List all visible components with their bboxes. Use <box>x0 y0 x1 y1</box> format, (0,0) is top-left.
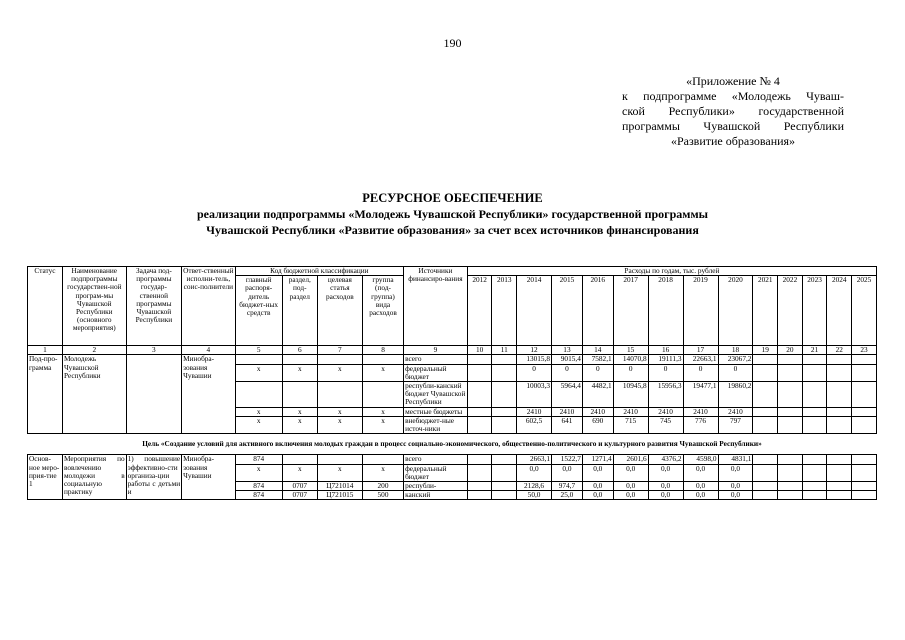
cell-value: 715 <box>613 416 648 433</box>
cell-empty <box>802 407 827 416</box>
col-number: 6 <box>282 346 317 355</box>
cell-value: 0 <box>683 364 718 381</box>
header-target: целевая статья расходов <box>317 276 362 346</box>
cell-empty <box>753 491 778 500</box>
resource-table <box>27 266 877 500</box>
cell-empty <box>852 407 877 416</box>
header-year: 2013 <box>492 276 517 346</box>
col-number: 18 <box>718 346 753 355</box>
cell-value: 2410 <box>718 407 753 416</box>
title-line-1: РЕСУРСНОЕ ОБЕСПЕЧЕНИЕ <box>362 191 543 205</box>
cell-target: x <box>317 364 362 381</box>
cell-empty <box>753 482 778 491</box>
cell-value: 0,0 <box>517 464 552 481</box>
cell-value <box>467 355 492 364</box>
cell-empty <box>827 416 852 433</box>
cell-value <box>467 464 492 481</box>
subprogram-status: Под-про-грамма <box>28 355 63 434</box>
cell-empty <box>778 491 803 500</box>
cell-empty <box>852 355 877 364</box>
cell-value <box>467 482 492 491</box>
cell-value <box>467 491 492 500</box>
cell-value: 745 <box>648 416 683 433</box>
cell-value: 5964,4 <box>552 382 583 408</box>
cell-value: 19477,1 <box>683 382 718 408</box>
col-number: 20 <box>778 346 803 355</box>
header-year: 2025 <box>852 276 877 346</box>
header-year: 2016 <box>582 276 613 346</box>
cell-value: 19860,2 <box>718 382 753 408</box>
cell-value: 4376,2 <box>648 455 683 464</box>
cell-value: 0,0 <box>582 464 613 481</box>
header-year: 2021 <box>753 276 778 346</box>
cell-empty <box>753 464 778 481</box>
cell-empty <box>778 407 803 416</box>
table-row <box>28 455 877 464</box>
col-number: 4 <box>182 346 235 355</box>
appendix-line-5: «Развитие образования» <box>670 134 796 148</box>
col-number: 7 <box>317 346 362 355</box>
cell-empty <box>778 455 803 464</box>
table-row <box>28 355 877 364</box>
cell-value <box>492 364 517 381</box>
cell-source: всего <box>404 355 468 364</box>
cell-empty <box>802 482 827 491</box>
cell-value: 0 <box>552 364 583 381</box>
cell-value: 2410 <box>517 407 552 416</box>
cell-empty <box>753 455 778 464</box>
cell-empty <box>852 491 877 500</box>
cell-group: x <box>362 407 403 416</box>
cell-grbs: 874 <box>235 491 282 500</box>
col-number: 19 <box>753 346 778 355</box>
appendix-note <box>622 74 844 149</box>
header-row-1 <box>28 267 877 276</box>
cell-empty <box>778 355 803 364</box>
cell-value: 15956,3 <box>648 382 683 408</box>
cell-source: местные бюджеты <box>404 407 468 416</box>
cell-value <box>492 416 517 433</box>
cell-value <box>492 455 517 464</box>
cell-empty <box>753 364 778 381</box>
subprogram-name: Молодежь Чувашской Республики <box>62 355 126 434</box>
cell-value: 0,0 <box>613 482 648 491</box>
measure-name: Мероприятия по вовлечению молодежи в социальную практику <box>62 455 126 500</box>
cell-target <box>317 382 362 408</box>
cell-target: Ц721015 <box>317 491 362 500</box>
cell-value: 9015,4 <box>552 355 583 364</box>
header-budget-code: Код бюджетной классификации <box>235 267 404 276</box>
cell-value: 2601,6 <box>613 455 648 464</box>
cell-value <box>492 482 517 491</box>
cell-empty <box>852 482 877 491</box>
cell-empty <box>802 355 827 364</box>
cell-empty <box>753 407 778 416</box>
cell-value: 14070,8 <box>613 355 648 364</box>
col-number: 16 <box>648 346 683 355</box>
col-number: 10 <box>467 346 492 355</box>
cell-empty <box>852 364 877 381</box>
cell-group <box>362 382 403 408</box>
col-number: 5 <box>235 346 282 355</box>
page-number: 190 <box>443 36 462 50</box>
header-year: 2023 <box>802 276 827 346</box>
cell-section <box>282 455 317 464</box>
cell-source: федеральный бюджет <box>404 464 468 481</box>
measure-executor: Минобра-зования Чувашии <box>182 455 235 500</box>
col-number: 11 <box>492 346 517 355</box>
cell-empty <box>802 416 827 433</box>
cell-section: x <box>282 407 317 416</box>
cell-value: 25,0 <box>552 491 583 500</box>
cell-section: 0707 <box>282 491 317 500</box>
header-year: 2017 <box>613 276 648 346</box>
cell-value: 0 <box>613 364 648 381</box>
cell-value: 22663,1 <box>683 355 718 364</box>
cell-source: республи- <box>404 482 468 491</box>
cell-value: 0,0 <box>648 464 683 481</box>
measure-task: 1) повышение эффективно-сти организа-ции работы с детьми и <box>126 455 181 500</box>
cell-value: 0,0 <box>648 491 683 500</box>
cell-grbs <box>235 355 282 364</box>
cell-value: 2410 <box>648 407 683 416</box>
cell-empty <box>827 364 852 381</box>
document-title <box>60 190 845 238</box>
cell-value: 2128,6 <box>517 482 552 491</box>
cell-target <box>317 355 362 364</box>
cell-source: федеральный бюджет <box>404 364 468 381</box>
cell-section <box>282 355 317 364</box>
cell-value <box>492 407 517 416</box>
cell-value: 13015,8 <box>517 355 552 364</box>
cell-group: 200 <box>362 482 403 491</box>
cell-value <box>492 355 517 364</box>
header-year: 2015 <box>552 276 583 346</box>
cell-value: 0,0 <box>613 491 648 500</box>
appendix-line-4: программы Чувашской Республики <box>622 119 844 133</box>
header-grbs: главный распоря-дитель бюджет-ных средств <box>235 276 282 346</box>
cell-target: x <box>317 407 362 416</box>
cell-value <box>492 382 517 408</box>
header-name: Наименование подпрограммы государствен-ной програм-мы Чувашской Республики (основного мероприятия) <box>62 267 126 346</box>
cell-target: x <box>317 464 362 481</box>
cell-empty <box>753 416 778 433</box>
header-year: 2018 <box>648 276 683 346</box>
cell-source: канский <box>404 491 468 500</box>
header-source: Источники финансиро-вания <box>404 267 468 346</box>
cell-empty <box>852 382 877 408</box>
col-number: 8 <box>362 346 403 355</box>
cell-empty <box>852 464 877 481</box>
col-number: 21 <box>802 346 827 355</box>
cell-empty <box>802 364 827 381</box>
cell-empty <box>802 455 827 464</box>
cell-value: 2410 <box>582 407 613 416</box>
cell-source: всего <box>404 455 468 464</box>
cell-empty <box>827 455 852 464</box>
column-numbers-row <box>28 346 877 355</box>
cell-grbs <box>235 382 282 408</box>
cell-group: x <box>362 416 403 433</box>
col-number: 1 <box>28 346 63 355</box>
cell-empty <box>827 355 852 364</box>
cell-target <box>317 455 362 464</box>
col-number: 2 <box>62 346 126 355</box>
appendix-line-3: ской Республики» государственной <box>622 104 844 118</box>
cell-group <box>362 355 403 364</box>
cell-value: 0 <box>582 364 613 381</box>
cell-source: республи-канский бюджет Чувашской Республики <box>405 381 466 407</box>
cell-value: 974,7 <box>552 482 583 491</box>
cell-value: 1271,4 <box>582 455 613 464</box>
cell-value: 0,0 <box>718 482 753 491</box>
cell-empty <box>778 364 803 381</box>
cell-value: 0,0 <box>683 464 718 481</box>
cell-section: x <box>282 364 317 381</box>
cell-empty <box>753 382 778 408</box>
cell-grbs: x <box>235 464 282 481</box>
cell-value: 2410 <box>552 407 583 416</box>
subprogram-executor: Минобра-зования Чувашии <box>182 355 235 434</box>
cell-value: 2410 <box>683 407 718 416</box>
cell-value: 2410 <box>613 407 648 416</box>
cell-value: 0,0 <box>683 482 718 491</box>
header-year: 2022 <box>778 276 803 346</box>
cell-value: 1522,7 <box>552 455 583 464</box>
cell-section: 0707 <box>282 482 317 491</box>
cell-value: 0,0 <box>648 482 683 491</box>
cell-value: 10945,8 <box>613 382 648 408</box>
cell-value: 19111,3 <box>648 355 683 364</box>
cell-value: 797 <box>718 416 753 433</box>
cell-empty <box>852 416 877 433</box>
cell-value: 7582,1 <box>582 355 613 364</box>
col-number: 14 <box>582 346 613 355</box>
cell-value: 50,0 <box>517 491 552 500</box>
cell-empty <box>778 382 803 408</box>
cell-empty <box>802 491 827 500</box>
cell-section: x <box>282 416 317 433</box>
cell-group <box>362 455 403 464</box>
cell-empty <box>753 355 778 364</box>
cell-value <box>492 491 517 500</box>
cell-value <box>467 364 492 381</box>
cell-value: 0 <box>517 364 552 381</box>
appendix-line-1: «Приложение № 4 <box>686 74 780 88</box>
header-year: 2020 <box>718 276 753 346</box>
subprogram-task <box>126 355 181 434</box>
cell-grbs: 874 <box>235 482 282 491</box>
cell-value: 0,0 <box>582 482 613 491</box>
cell-grbs: x <box>235 407 282 416</box>
header-executor: Ответ-ственный исполни-тель, соис-полнители <box>182 267 235 346</box>
cell-empty <box>827 407 852 416</box>
cell-value: 4598,0 <box>683 455 718 464</box>
title-line-2: реализации подпрограммы «Молодежь Чувашской Республики» государственной программы <box>196 207 709 221</box>
cell-source: внебюджет-ные источ-ники <box>404 416 468 433</box>
cell-grbs: x <box>235 364 282 381</box>
cell-value: 0 <box>648 364 683 381</box>
header-task: Задача под-программы государ-ственной программы Чувашской Республики <box>126 267 181 346</box>
cell-value: 0,0 <box>582 491 613 500</box>
cell-grbs: x <box>235 416 282 433</box>
col-number: 3 <box>126 346 181 355</box>
cell-empty <box>778 464 803 481</box>
cell-group: x <box>362 464 403 481</box>
goal-row <box>28 434 877 455</box>
header-status: Статус <box>28 267 63 346</box>
cell-empty <box>852 455 877 464</box>
col-number: 23 <box>852 346 877 355</box>
cell-value: 2663,1 <box>517 455 552 464</box>
cell-empty <box>827 382 852 408</box>
header-year: 2019 <box>683 276 718 346</box>
cell-value: 23067,2 <box>718 355 753 364</box>
goal-text: Цель «Создание условий для активного включения молодых граждан в процесс социально-экономического, общественно-политического и культурного развития Чувашской Республики» <box>28 434 877 455</box>
col-number: 17 <box>683 346 718 355</box>
cell-target: x <box>317 416 362 433</box>
cell-value: 0,0 <box>683 491 718 500</box>
cell-empty <box>802 382 827 408</box>
cell-value <box>467 407 492 416</box>
title-line-3: Чувашской Республики «Развитие образования» за счет всех источников финансирования <box>206 223 699 237</box>
cell-value: 690 <box>582 416 613 433</box>
col-number: 12 <box>517 346 552 355</box>
cell-value <box>467 455 492 464</box>
cell-value: 0,0 <box>718 491 753 500</box>
col-number: 22 <box>827 346 852 355</box>
cell-value: 641 <box>552 416 583 433</box>
cell-empty <box>778 416 803 433</box>
cell-empty <box>827 482 852 491</box>
cell-empty <box>778 482 803 491</box>
cell-target: Ц721014 <box>317 482 362 491</box>
cell-value <box>492 464 517 481</box>
header-group: группа (под-группа) вида расходов <box>362 276 403 346</box>
header-year: 2014 <box>517 276 552 346</box>
cell-grbs: 874 <box>235 455 282 464</box>
cell-section <box>282 382 317 408</box>
header-year: 2012 <box>467 276 492 346</box>
cell-value: 0,0 <box>613 464 648 481</box>
cell-empty <box>827 464 852 481</box>
cell-value <box>467 382 492 408</box>
measure-status: Основ-ное меро-прия-тие 1 <box>28 455 63 500</box>
col-number: 13 <box>552 346 583 355</box>
cell-value: 0,0 <box>718 464 753 481</box>
cell-value: 10003,3 <box>517 382 552 408</box>
col-number: 15 <box>613 346 648 355</box>
cell-group: x <box>362 364 403 381</box>
cell-section: x <box>282 464 317 481</box>
header-year: 2024 <box>827 276 852 346</box>
cell-value: 602,5 <box>517 416 552 433</box>
cell-value <box>467 416 492 433</box>
cell-value: 4831,1 <box>718 455 753 464</box>
header-expenses: Расходы по годам, тыс. рублей <box>467 267 876 276</box>
cell-value: 0,0 <box>552 464 583 481</box>
cell-value: 4482,1 <box>582 382 613 408</box>
col-number: 9 <box>404 346 468 355</box>
appendix-line-2: к подпрограмме «Молодежь Чуваш- <box>622 89 844 103</box>
cell-value: 776 <box>683 416 718 433</box>
cell-value: 0 <box>718 364 753 381</box>
header-section: раздел, под-раздел <box>282 276 317 346</box>
cell-empty <box>802 464 827 481</box>
cell-empty <box>827 491 852 500</box>
cell-group: 500 <box>362 491 403 500</box>
